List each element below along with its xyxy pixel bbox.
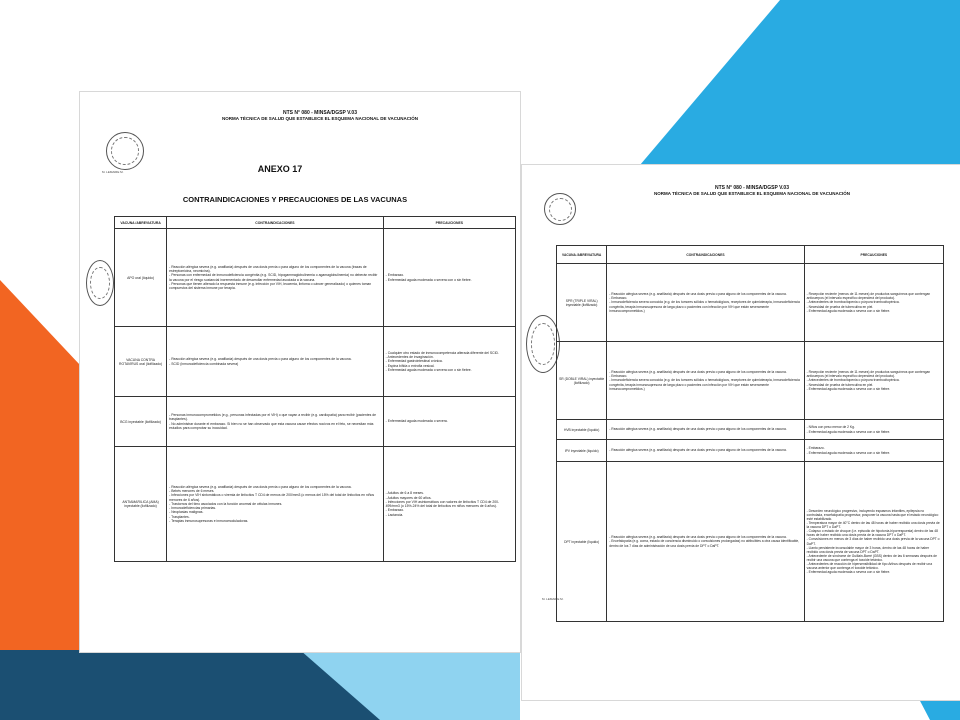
column-header: CONTRAINDICACIONES: [167, 217, 384, 229]
table-row: [557, 440, 944, 462]
vaccine-name: IPV inyectable (líquido): [557, 440, 607, 462]
header-code: NTS N° 080 - MINSA/DGSP V.03: [715, 185, 789, 191]
precautions-cell: - Recepción reciente (menos de 11 meses) de productos sanguíneos que contengan anticuerpos (el intervalo específico dependerá del producto). - Antecedentes de trombocitopenia o púrpura trombocitopénica. - Necesidad de prueba de tuberculina en piel. - Enfermedad aguda moderada o severa con o sin fiebre.: [804, 342, 943, 420]
vaccine-name: DPT inyectable (líquido): [557, 462, 607, 622]
vaccine-name: APO oral (líquido): [115, 229, 167, 327]
official-seal-mid-left: [86, 260, 114, 306]
contraindications-cell: - Reacción alérgica severa (e.g. anafilaxia) después de una dosis previa o para alguno de los componentes de la vacuna. - SCID (inmunodeficiencia combinada severa): [167, 327, 384, 397]
contraindications-cell: - Reacción alérgica severa (e.g. anafilaxia) después de una dosis previa o para alguno de los componentes de la vacuna.: [607, 440, 804, 462]
seal-signature-label: M. LEMAIRE M.: [102, 170, 124, 174]
vaccine-name: HVB inyectable (líquido): [557, 420, 607, 440]
table-row: [557, 462, 944, 622]
contraindications-cell: - Reacción alérgica severa (e.g. anafilaxia) después de una dosis previa o para alguno de los componentes de la vacuna.: [607, 420, 804, 440]
contraindications-cell: - Reacción alérgica severa (e.g. anafilaxia) después de una dosis previa o para alguno de los componentes de la vacuna. - Encefalopatía (e.g. coma, estado de conciencia disminuido o convulsiones prolongadas) no atribuibles a otra causa identificable, dentro de los 7 días de administración de una dosis previa de DPT o DaPT.: [607, 462, 804, 622]
document-page-right: [522, 165, 960, 700]
table-row: [115, 397, 516, 447]
precautions-cell: - Enfermedad aguda moderada o severa.: [383, 397, 515, 447]
contraindications-cell: - Reacción alérgica severa (e.g. anafilaxia) después de una dosis previa o para alguno de los componentes de la vacuna. - Embarazo. - Inmunodeficiencia severa conocida (e.g. de los tumores sólidos o hematológicos, receptores de quimioterapia, inmunodeficiencia congénita, terapia inmunosupresora de larga plazo o pacientes con infección por VIH que están severamente inmunocomprometidos.): [607, 342, 804, 420]
document-header: [622, 185, 882, 196]
vaccine-name: SPR (TRIPLE VIRAL) inyectable (liofilizado): [557, 264, 607, 342]
header-code: NTS N° 080 - MINSA/DGSP V.03: [283, 110, 357, 116]
table-row: [115, 327, 516, 397]
table-row: [557, 342, 944, 420]
vaccine-name: VACUNA CONTRA ROTAVIRUS oral (liofilizado): [115, 327, 167, 397]
column-header: VACUNA /ABREVIATURA: [557, 246, 607, 264]
seal-signature-label: M. LEMAIRE M.: [542, 597, 564, 601]
table-row: [557, 264, 944, 342]
vaccine-table-wrapper: [114, 216, 516, 562]
contraindications-cell: - Reacción alérgica severa (e.g. anafilaxia) después de una dosis previa o para alguno de los componentes de la vacuna. - Embarazo. - Inmunodeficiencia severa conocida (e.g. de los tumores sólidos o hematológicos, receptores de quimioterapia, inmunodeficiencia congénita, terapia inmunosupresora de larga plazo o pacientes con infección por VIH que están severamente inmunocomprometidos.): [607, 264, 804, 342]
table-row: [115, 229, 516, 327]
column-header: PRECAUCIONES: [804, 246, 943, 264]
table-header-row: [115, 217, 516, 229]
column-header: CONTRAINDICACIONES: [607, 246, 804, 264]
column-header: PRECAUCIONES: [383, 217, 515, 229]
vaccine-name: SR (DOBLE VIRAL) inyectable (liofilizado): [557, 342, 607, 420]
header-title: NORMA TÉCNICA DE SALUD QUE ESTABLECE EL ESQUEMA NACIONAL DE VACUNACIÓN: [654, 191, 850, 196]
precautions-cell: - Embarazo. - Enfermedad aguda moderada o severa con o sin fiebre.: [804, 440, 943, 462]
document-page-left: [80, 92, 520, 652]
table-row: [557, 420, 944, 440]
document-heading: CONTRAINDICACIONES Y PRECAUCIONES DE LAS VACUNAS: [182, 195, 408, 204]
contraindications-cell: - Personas inmunocomprometidos (e.g., personas infectadas por el VIH) o que vayan a recibir (e.g. cardiopatía) para recibir (pacientes de trasplantes). - No administrar durante el embarazo. Si bien no se han observado que esta vacuna cause efectos nocivos en el feto, se necesitan más estudios para comprobar su inocuidad.: [167, 397, 384, 447]
table-row: [115, 447, 516, 562]
precautions-cell: - Adultos de 6 a 8 meses. - Adultos mayores de 60 años. - Infecciones por VIH asintomáticos con valores de linfocitos T CD4 de 200-499/mm3 (o 15%-24% del total de linfocitos en niños menores de 6 años). - Embarazo. - Lactancia.: [383, 447, 515, 562]
official-seal-top-left: [544, 193, 576, 225]
document-header: [190, 110, 450, 121]
precautions-cell: - Niños con peso menor de 2 Kg. - Enfermedad aguda moderada o severa con o sin fiebre.: [804, 420, 943, 440]
vaccine-contraindications-table: [556, 245, 944, 622]
contraindications-cell: - Reacción alérgica severa (e.g. anafilaxia) después de una dosis previa o para alguno de los componentes de la vacuna (trazas de estreptomicina, neomicina). - Personas con enfermedad de inmunodeficiencia congénita (e.g. SCID, hipogammaglobulinemia o agamaglobulinemia) no deberán recibir la vacuna por el riesgo sustancial incrementado de desarrollar enfermedad asociada a la vacuna. - Personas que tienen alterado la respuesta inmune (e.g. infección por VIH, leucemia, linfoma o cáncer generalizado) o quienes toman compuestos del sistema inmune por terapia.: [167, 229, 384, 327]
column-header: VACUNA /ABREVIATURA: [115, 217, 167, 229]
table-header-row: [557, 246, 944, 264]
header-title: NORMA TÉCNICA DE SALUD QUE ESTABLECE EL ESQUEMA NACIONAL DE VACUNACIÓN: [222, 116, 418, 121]
vaccine-table-wrapper: [556, 245, 944, 622]
official-seal-top-left: [106, 132, 144, 170]
vaccine-name: ANTIAMARILICA (AMA) inyectable (liofilizado): [115, 447, 167, 562]
annex-title: ANEXO 17: [257, 164, 303, 174]
precautions-cell: - Desorden neurológico progresivo, incluyendo espasmos infantiles, epilepsia no controlada, encefalopatía progresiva; posponer la vacuna hasta que el estado neurológico esté estabilizado. - Temperatura mayor de 40°C dentro de las 48 horas de haber recibido una dosis previa de la vacuna DPT o DaPT. - Colapso o estado de choque (i.e. episodio de hipotonía-hiporrespuesta) dentro de las 48 horas de haber recibido una dosis previa de la vacuna DPT o DaPT. - Convulsiones en menos de 3 días de haber recibido una dosis previa de la vacuna DPT o DaPT. - Llanto persistente inconsolable mayor de 3 horas, dentro de las 48 horas de haber recibido una dosis previa de vacuna DPT o DaPT. - Antecedente de síndrome de Guillain-Barré (GBS) dentro de las 6 semanas después de recibir una vacuna que contenga el toxoide tetánico. - Antecedentes de reacción de hipersensibilidad de tipo Arthus después de recibir una vacuna anterior que contenga el toxoide tetánico. - Enfermedad aguda moderada o severa con o sin fiebre.: [804, 462, 943, 622]
precautions-cell: - Embarazo. - Enfermedad aguda moderada o severa con o sin fiebre.: [383, 229, 515, 327]
contraindications-cell: - Reacción alérgica severa (e.g. anafilaxia) después de una dosis previa o para alguno de los componentes de la vacuna. - Bebés menores de 6 meses. - Infecciones por VIH sintomáticos o viremia de linfocitos T CD4 de menos de 200/mm3 (o menos del 15% del total de linfocitos en niños menores de 6 años). - Trastornos del timo asociados con la función anormal de células inmunes. - Inmunodeficiencias primarias. - Neoplasias malignas. - Trasplantes. - Terapias inmunosupresoras e inmunomoduladoras.: [167, 447, 384, 562]
official-seal-mid-left: [526, 315, 560, 373]
precautions-cell: - Cualquier otro estado de inmunocompetencia alterada diferente del SCID. - Antecedentes de invaginación. - Enfermedad gastrointestinal crónica. - Espina bífida o extrofia vesical. - Enfermedad aguda moderada o severa con o sin fiebre.: [383, 327, 515, 397]
vaccine-name: BCG inyectable (liofilizado): [115, 397, 167, 447]
precautions-cell: - Recepción reciente (menos de 11 meses) de productos sanguíneos que contengan anticuerpos (el intervalo específico dependerá del producto). - Antecedentes de trombocitopenia o púrpura trombocitopénica. - Necesidad de prueba de tuberculina en piel. - Enfermedad aguda moderada o severa con o sin fiebre.: [804, 264, 943, 342]
vaccine-contraindications-table: [114, 216, 516, 562]
